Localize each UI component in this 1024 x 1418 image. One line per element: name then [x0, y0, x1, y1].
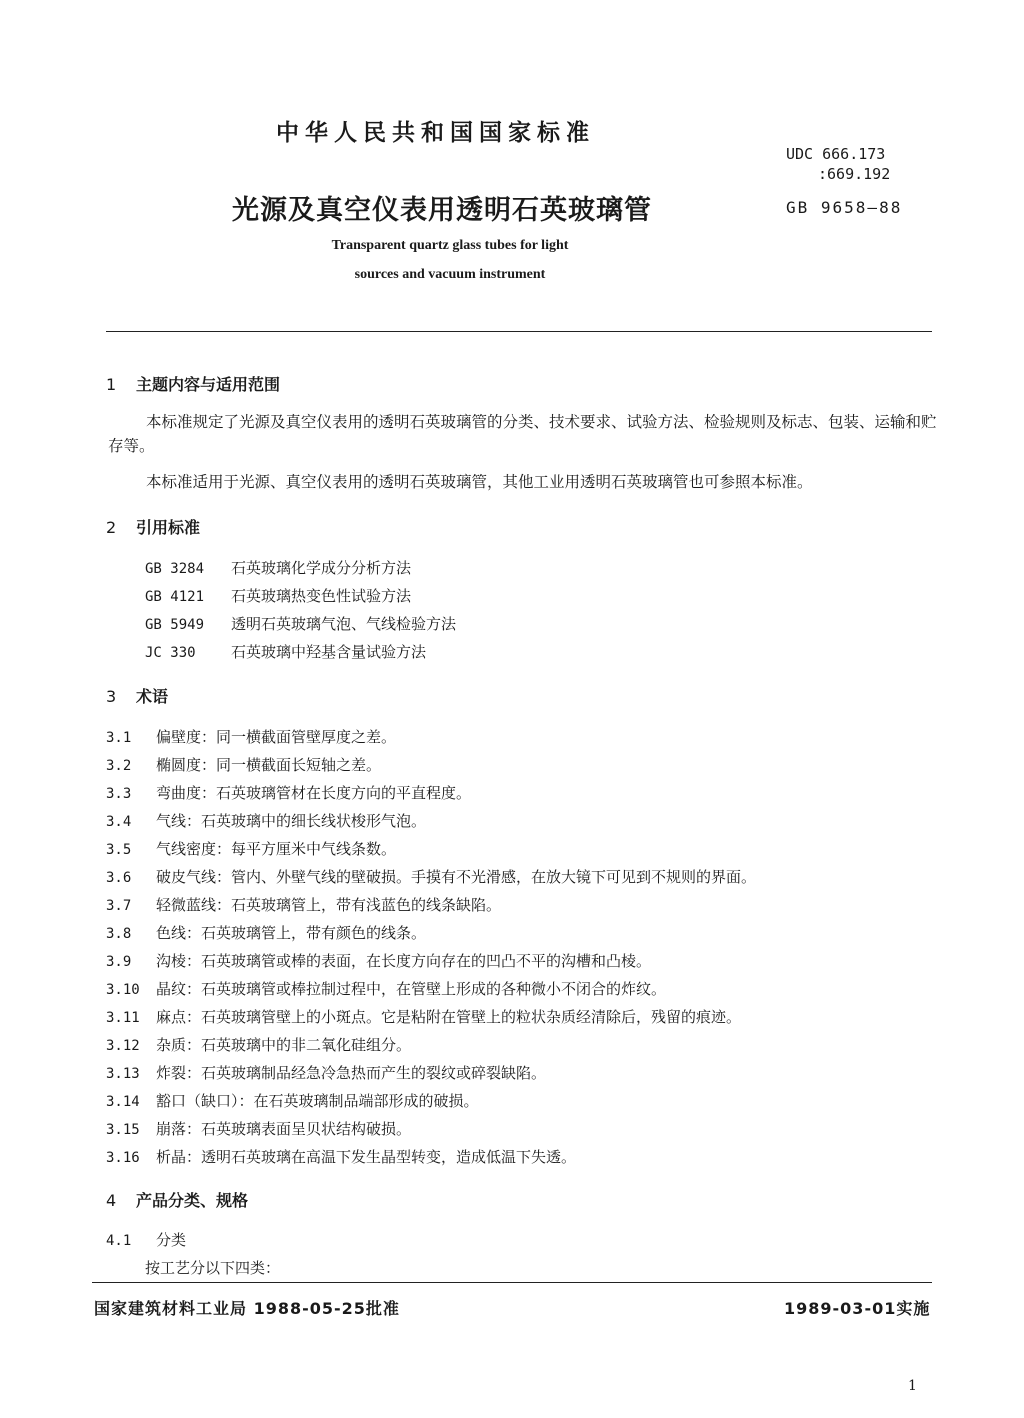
- reference-code: JC 330: [145, 645, 196, 661]
- term-number: 3.10: [106, 982, 140, 998]
- section-number: 3: [106, 687, 117, 706]
- reference-item: [145, 613, 456, 634]
- reference-item: [145, 557, 411, 578]
- term-item: [106, 978, 666, 999]
- term-item: [106, 1118, 411, 1139]
- term-number: 3.6: [106, 870, 132, 886]
- subsection-4-1-heading: [106, 1229, 186, 1250]
- reference-item: [145, 585, 411, 606]
- udc-code: [786, 144, 890, 184]
- page-number: 1: [908, 1378, 917, 1394]
- term-number: 3.7: [106, 898, 132, 914]
- term-text: 轻微蓝线：石英玻璃管上，带有浅蓝色的线条缺陷。: [156, 896, 502, 914]
- section-title: 产品分类、规格: [136, 1191, 249, 1210]
- english-title-line-1: Transparent quartz glass tubes for light: [331, 238, 569, 253]
- reference-text: 石英玻璃化学成分分析方法: [231, 559, 412, 577]
- section-2-heading: [106, 515, 200, 538]
- term-text: 炸裂：石英玻璃制品经急冷急热而产生的裂纹或碎裂缺陷。: [156, 1064, 547, 1082]
- term-number: 3.3: [106, 786, 132, 802]
- reference-code: GB 3284: [145, 561, 205, 577]
- term-text: 麻点：石英玻璃管壁上的小斑点。它是粘附在管壁上的粒状杂质经清除后，残留的痕迹。: [156, 1008, 742, 1026]
- header-divider: [106, 331, 932, 332]
- term-number: 3.5: [106, 842, 132, 858]
- term-item: [106, 950, 651, 971]
- english-title-line-2: sources and vacuum instrument: [354, 267, 546, 282]
- section-3-heading: [106, 684, 168, 707]
- section-number: 2: [106, 518, 117, 537]
- udc-line-2: :669.192: [818, 165, 891, 183]
- gb-code: GB 9658—88: [786, 198, 903, 217]
- term-number: 3.14: [106, 1094, 140, 1110]
- subsection-title: 分类: [156, 1231, 187, 1249]
- approval-line: 国家建筑材料工业局 1988-05-25批准: [94, 1299, 400, 1318]
- term-number: 3.8: [106, 926, 132, 942]
- document-title: 光源及真空仪表用透明石英玻璃管: [232, 195, 652, 226]
- reference-text: 透明石英玻璃气泡、气线检验方法: [231, 615, 457, 633]
- term-item: [106, 922, 426, 943]
- section-title: 术语: [136, 687, 169, 706]
- reference-text: 石英玻璃中羟基含量试验方法: [231, 643, 427, 661]
- term-item: [106, 1034, 411, 1055]
- reference-item: [145, 641, 426, 662]
- term-text: 豁口（缺口）：在石英玻璃制品端部形成的破损。: [156, 1092, 479, 1110]
- reference-code: GB 5949: [145, 617, 205, 633]
- term-number: 3.1: [106, 730, 132, 746]
- term-number: 3.9: [106, 954, 132, 970]
- section-title: 主题内容与适用范围: [136, 375, 281, 394]
- term-item: [106, 866, 756, 887]
- standard-org-title: 中华人民共和国国家标准: [276, 120, 595, 146]
- term-item: [106, 1062, 546, 1083]
- section-4-heading: [106, 1188, 248, 1211]
- term-text: 杂质：石英玻璃中的非二氧化硅组分。: [156, 1036, 412, 1054]
- term-number: 3.2: [106, 758, 132, 774]
- term-item: [106, 894, 501, 915]
- term-text: 椭圆度：同一横截面长短轴之差。: [156, 756, 382, 774]
- term-number: 3.15: [106, 1122, 140, 1138]
- term-text: 色线：石英玻璃管上，带有颜色的线条。: [156, 924, 427, 942]
- term-item: [106, 726, 396, 747]
- term-text: 析晶：透明石英玻璃在高温下发生晶型转变，造成低温下失透。: [156, 1148, 577, 1166]
- term-item: [106, 782, 471, 803]
- section-number: 4: [106, 1191, 117, 1210]
- term-text: 弯曲度：石英玻璃管材在长度方向的平直程度。: [156, 784, 472, 802]
- term-item: [106, 810, 426, 831]
- term-text: 气线：石英玻璃中的细长线状梭形气泡。: [156, 812, 427, 830]
- term-text: 破皮气线：管内、外壁气线的壁破损。手摸有不光滑感，在放大镜下可见到不规则的界面。: [156, 868, 757, 886]
- term-text: 沟棱：石英玻璃管或棒的表面，在长度方向存在的凹凸不平的沟槽和凸棱。: [156, 952, 652, 970]
- section-1-heading: [106, 372, 280, 395]
- scope-paragraph-1: 本标准规定了光源及真空仪表用的透明石英玻璃管的分类、技术要求、试验方法、检验规则及标志、包装、运输和贮存等。: [108, 413, 937, 455]
- term-item: [106, 1006, 741, 1027]
- term-number: 3.12: [106, 1038, 140, 1054]
- term-text: 偏壁度：同一横截面管壁厚度之差。: [156, 728, 397, 746]
- effective-date: 1989-03-01实施: [784, 1299, 931, 1318]
- term-number: 3.16: [106, 1150, 140, 1166]
- term-number: 3.11: [106, 1010, 140, 1026]
- scope-paragraph-2: 本标准适用于光源、真空仪表用的透明石英玻璃管，其他工业用透明石英玻璃管也可参照本标准。: [146, 473, 813, 491]
- term-number: 3.13: [106, 1066, 140, 1082]
- reference-code: GB 4121: [145, 589, 205, 605]
- term-text: 晶纹：石英玻璃管或棒拉制过程中，在管壁上形成的各种微小不闭合的炸纹。: [156, 980, 667, 998]
- term-text: 气线密度：每平方厘米中气线条数。: [156, 840, 397, 858]
- udc-line-1: UDC 666.173: [786, 145, 886, 163]
- term-item: [106, 1090, 479, 1111]
- term-item: [106, 1146, 576, 1167]
- term-number: 3.4: [106, 814, 132, 830]
- term-item: [106, 838, 396, 859]
- section-title: 引用标准: [136, 518, 201, 537]
- classification-intro: 按工艺分以下四类：: [145, 1259, 281, 1277]
- section-number: 1: [106, 375, 117, 394]
- term-item: [106, 754, 381, 775]
- footer-divider: [92, 1282, 932, 1283]
- reference-text: 石英玻璃热变色性试验方法: [231, 587, 412, 605]
- term-text: 崩落：石英玻璃表面呈贝状结构破损。: [156, 1120, 412, 1138]
- subsection-number: 4.1: [106, 1233, 132, 1249]
